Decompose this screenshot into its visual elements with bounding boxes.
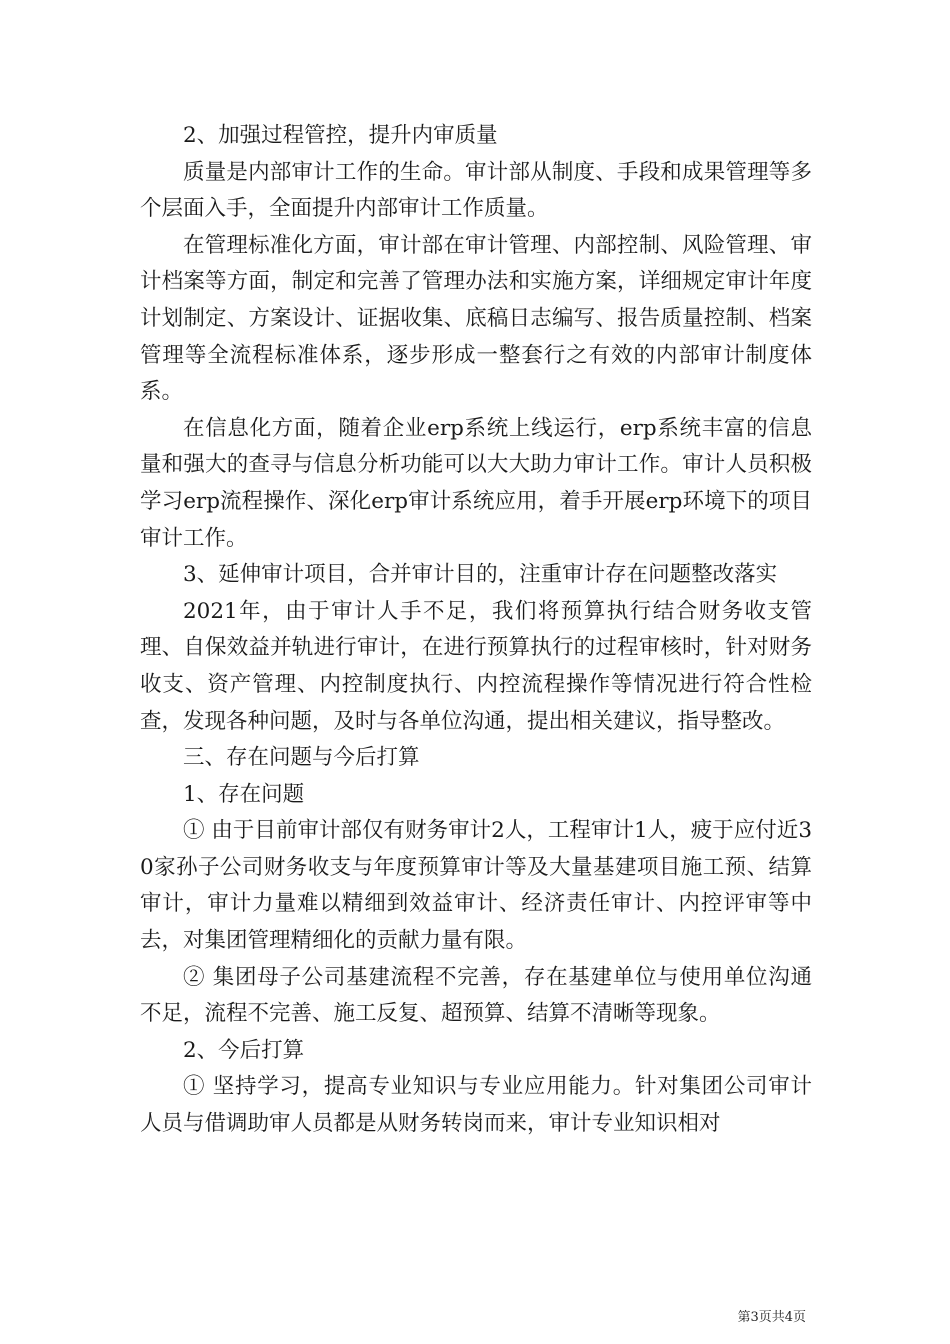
subheading-problems: 1、存在问题 — [183, 781, 305, 807]
paragraph-standardization: 在管理标准化方面，审计部在审计管理、内部控制、风险管理、审计档案等方面，制定和完善了管理办法和实施方案，详细规定审计年度计划制定、方案设计、证据收集、底稿日志编写、报告质量控制、档案管理等全流程标准体系，逐步形成一整套行之有效的内部审计制度体系。 — [140, 232, 812, 405]
page-number: 第3页共4页 — [737, 1310, 806, 1325]
subheading-extend-audit: 3、延伸审计项目，合并审计目的，注重审计存在问题整改落实 — [183, 562, 778, 588]
document-body — [140, 118, 812, 1143]
paragraph-informatization: 在信息化方面，随着企业erp系统上线运行，erp系统丰富的信息量和强大的查寻与信息分析功能可以大大助力审计工作。审计人员积极学习erp流程操作、深化erp审计系统应用，着手开展erp环境下的项目审计工作。 — [140, 415, 812, 551]
paragraph-problem-1: ① 由于目前审计部仅有财务审计2人，工程审计1人，疲于应付近30家孙子公司财务收支与年度预算审计等及大量基建项目施工预、结算审计，审计力量难以精细到效益审计、经济责任审计、内控评审等中去，对集团管理精细化的贡献力量有限。 — [140, 818, 812, 954]
paragraph-plan-1: ① 坚持学习，提高专业知识与专业应用能力。针对集团公司审计人员与借调助审人员都是从财务转岗而来，审计专业知识相对 — [140, 1074, 812, 1137]
subheading-plans: 2、今后打算 — [183, 1037, 305, 1063]
paragraph-2021: 2021年，由于审计人手不足，我们将预算执行结合财务收支管理、自保效益并轨进行审计，在进行预算执行的过程审核时，针对财务收支、资产管理、内控制度执行、内控流程操作等情况进行符合性检查，发现各种问题，及时与各单位沟通，提出相关建议，指导整改。 — [140, 598, 812, 734]
section-heading-problems-plans: 三、存在问题与今后打算 — [183, 745, 420, 771]
paragraph-quality: 质量是内部审计工作的生命。审计部从制度、手段和成果管理等多个层面入手，全面提升内部审计工作质量。 — [140, 159, 812, 222]
paragraph-problem-2: ② 集团母子公司基建流程不完善，存在基建单位与使用单位沟通不足，流程不完善、施工反复、超预算、结算不清晰等现象。 — [140, 964, 812, 1027]
subheading-process-control: 2、加强过程管控，提升内审质量 — [183, 123, 498, 148]
